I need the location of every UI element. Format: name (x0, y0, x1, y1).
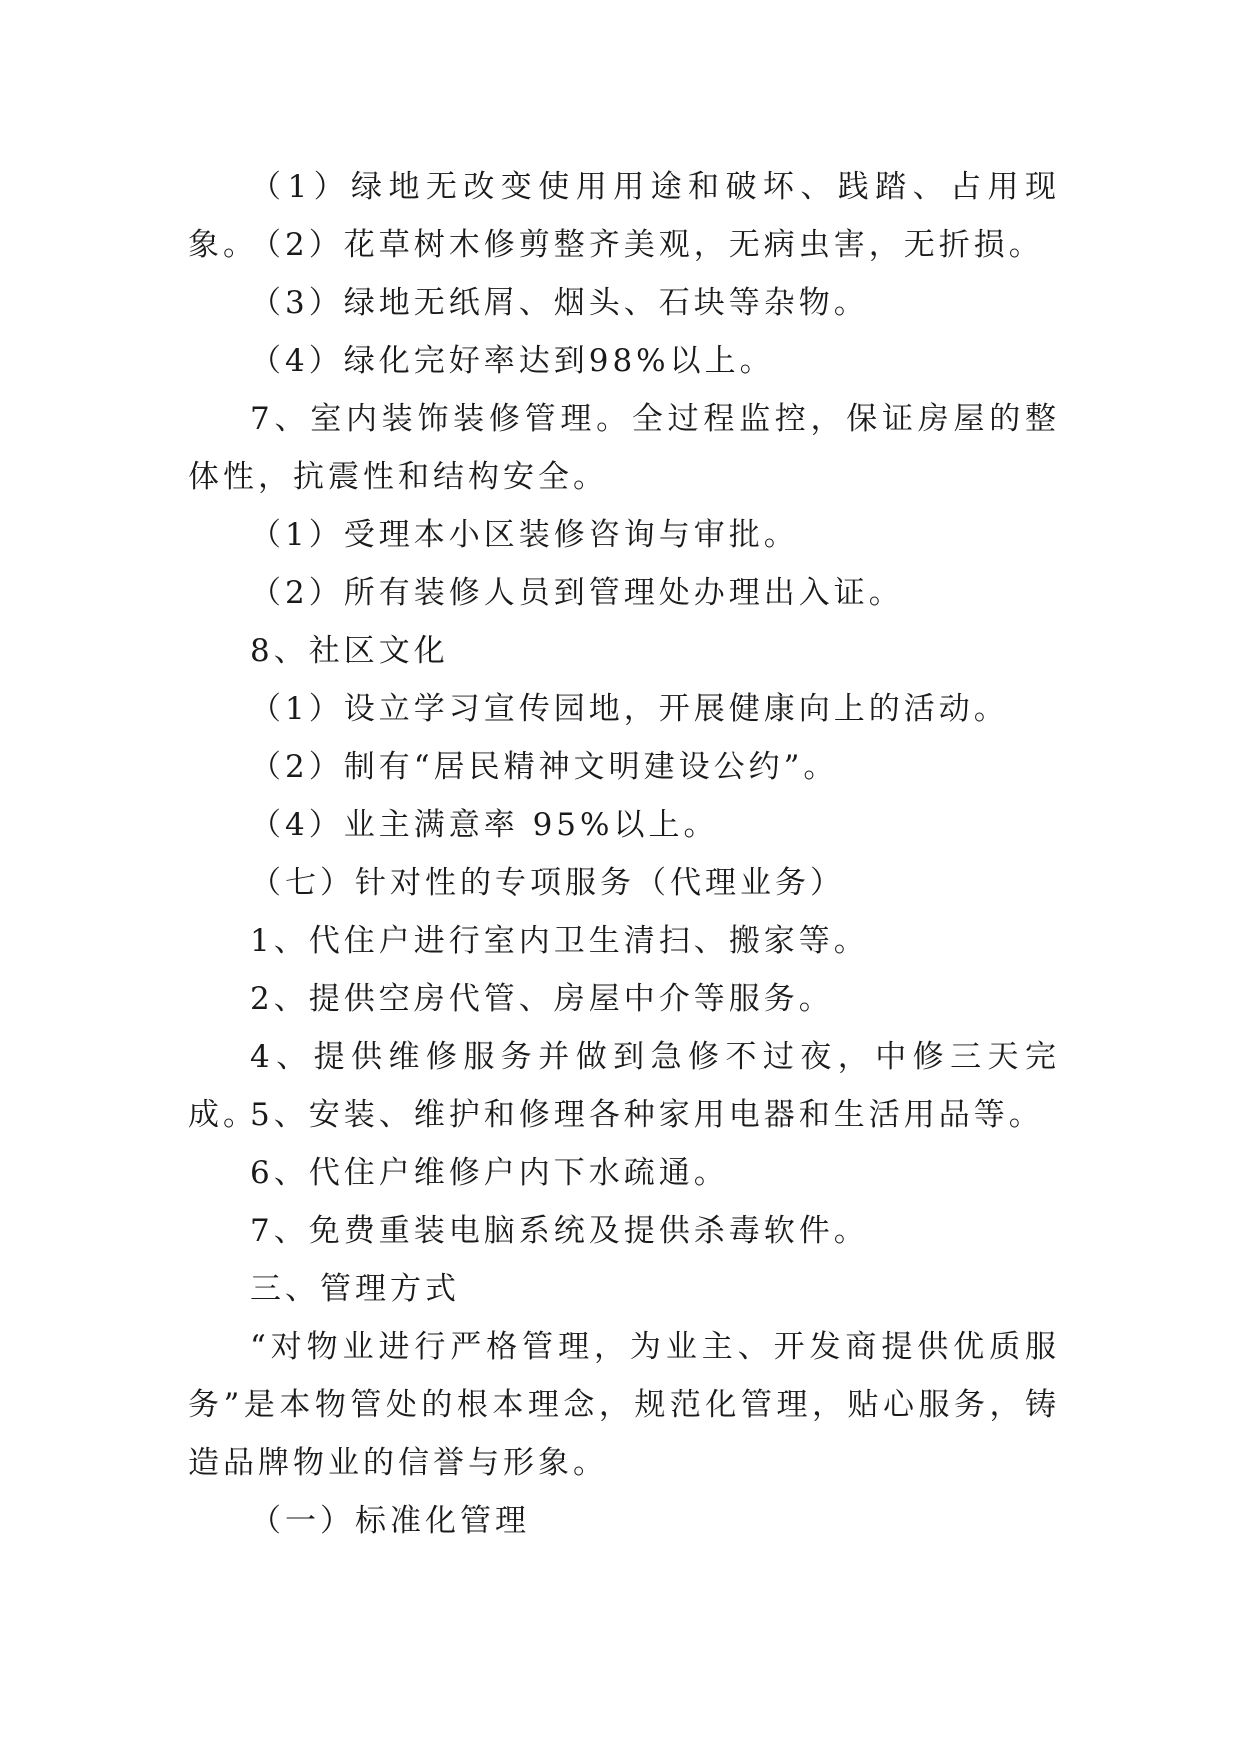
paragraph: （2）所有装修人员到管理处办理出入证。 (250, 575, 904, 611)
paragraph: 7、免费重装电脑系统及提供杀毒软件。 (250, 1213, 869, 1249)
section-heading: 三、管理方式 (250, 1271, 460, 1307)
paragraph: （1）设立学习宣传园地，开展健康向上的活动。 (250, 691, 1009, 727)
paragraph: 7、室内装饰装修管理。全过程监控，保证房屋的整体性，抗震性和结构安全。 (188, 401, 1060, 495)
paragraph: 6、代住户维修户内下水疏通。 (250, 1155, 729, 1191)
paragraph: （4）绿化完好率达到98%以上。 (250, 343, 775, 379)
paragraph: （七）针对性的专项服务（代理业务） (250, 865, 845, 901)
paragraph: （2）制有“居民精神文明建设公约”。 (250, 749, 839, 785)
paragraph: 8、社区文化 (250, 633, 449, 669)
paragraph: （2）花草树木修剪整齐美观，无病虫害，无折损。 (250, 227, 1044, 263)
paragraph: （4）业主满意率 95%以上。 (250, 807, 719, 843)
paragraph: 5、安装、维护和修理各种家用电器和生活用品等。 (250, 1097, 1044, 1133)
paragraph: 4、提供维修服务并做到急修不过夜，中修三天完成。 (188, 1039, 1060, 1133)
paragraph: （3）绿地无纸屑、烟头、石块等杂物。 (250, 285, 869, 321)
paragraph: 2、提供空房代管、房屋中介等服务。 (250, 981, 834, 1017)
paragraph: 1、代住户进行室内卫生清扫、搬家等。 (250, 923, 869, 959)
paragraph: “对物业进行严格管理，为业主、开发商提供优质服务”是本物管处的根本理念，规范化管理，贴心服务，铸造品牌物业的信誉与形象。 (188, 1329, 1060, 1481)
paragraph: （1）受理本小区装修咨询与审批。 (250, 517, 799, 553)
paragraph: （1）绿地无改变使用用途和破坏、践踏、占用现象。 (188, 169, 1060, 263)
subsection-heading: （一）标准化管理 (250, 1503, 530, 1539)
